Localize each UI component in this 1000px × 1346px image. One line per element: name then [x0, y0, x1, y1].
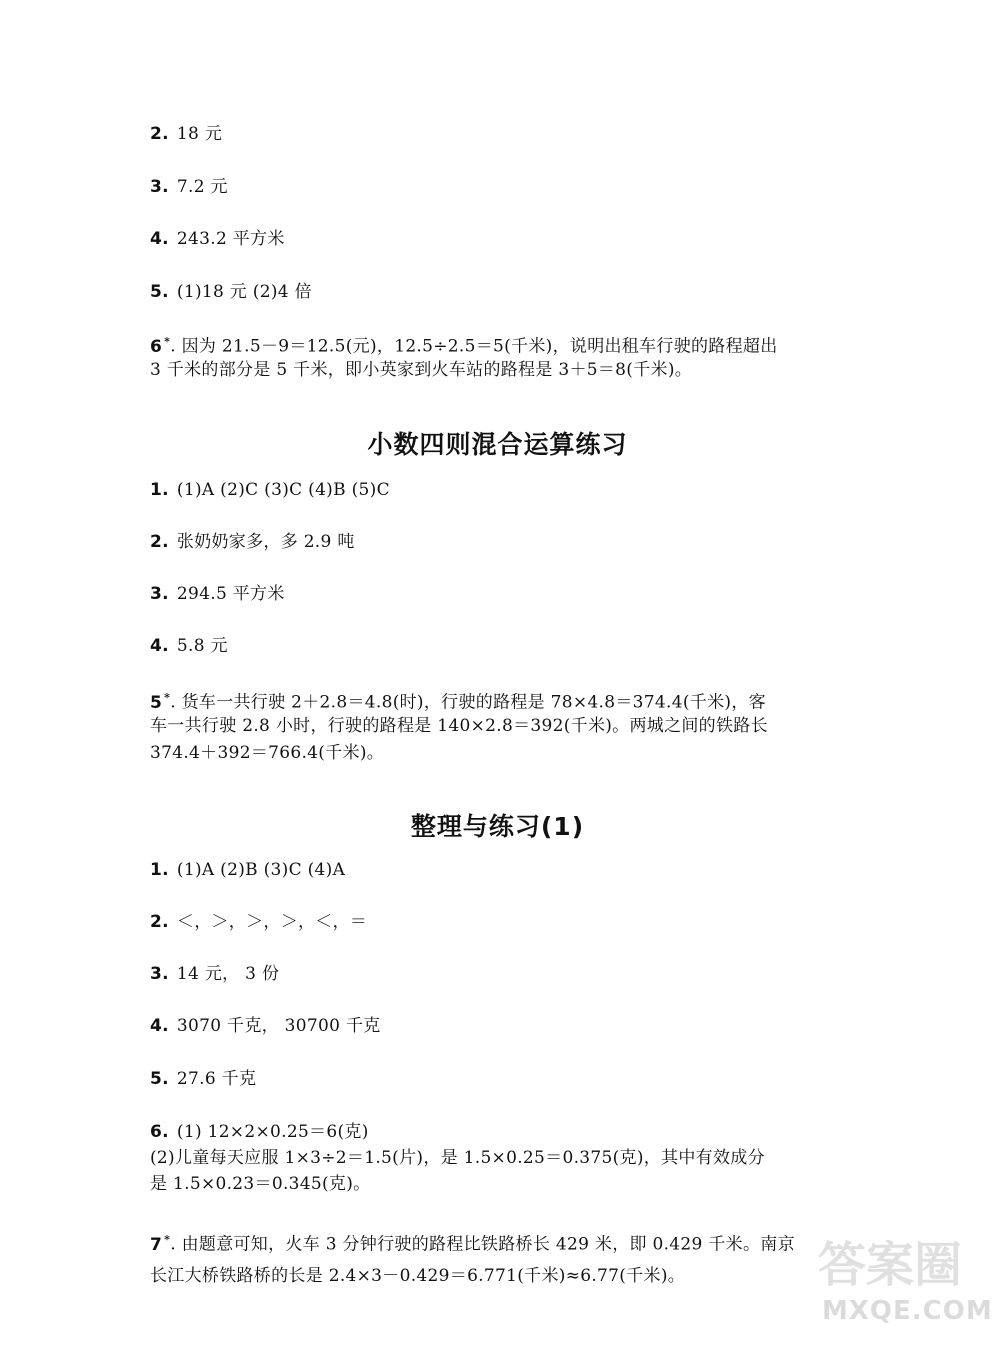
answer-line — [150, 1067, 256, 1091]
item-number: 5. — [150, 1069, 169, 1089]
item-number: 7 — [150, 1234, 163, 1255]
answer-text: (1)18 元 (2)4 倍 — [176, 282, 312, 302]
answer-text: 294.5 平方米 — [176, 584, 285, 604]
item-number: 3. — [150, 964, 169, 984]
answer-line — [150, 634, 228, 658]
answer-text: (2)儿童每天应服 1×3÷2＝1.5(片)，是 1.5×0.25＝0.375(克)，其中有效成分 — [150, 1148, 765, 1168]
watermark-logo — [818, 1216, 993, 1336]
answer-text: 374.4＋392＝766.4(千米)。 — [150, 743, 385, 763]
item-number: 1. — [150, 480, 169, 500]
answer-line — [150, 227, 285, 251]
item-number: 4. — [150, 636, 169, 656]
item-number: 5. — [150, 282, 169, 302]
item-number: 6 — [150, 336, 163, 357]
star-mark: * — [164, 335, 171, 348]
answer-text: 是 1.5×0.23＝0.345(克)。 — [150, 1174, 371, 1194]
answer-text: (1)A (2)B (3)C (4)A — [176, 860, 346, 880]
answer-line — [150, 1228, 795, 1257]
answer-line — [150, 741, 384, 765]
answer-text: . 因为 21.5－9＝12.5(元)，12.5÷2.5＝5(千米)，说明出租车行驶的路程超出 — [170, 336, 778, 357]
answer-line — [150, 686, 766, 715]
answer-text: 张奶奶家多，多 2.9 吨 — [176, 532, 355, 552]
answer-text: . 由题意可知，火车 3 分钟行驶的路程比铁路桥长 429 米，即 0.429 千米。南京 — [170, 1234, 795, 1255]
answer-text: (1) 12×2×0.25＝6(克) — [176, 1122, 369, 1142]
answer-line — [150, 910, 367, 934]
item-number: 4. — [150, 229, 169, 249]
answer-line — [150, 582, 285, 606]
star-mark: * — [164, 1233, 171, 1246]
answer-text: 14 元， 3 份 — [176, 964, 280, 984]
answer-text: 5.8 元 — [176, 636, 228, 656]
item-number: 4. — [150, 1016, 169, 1036]
item-number: 2. — [150, 912, 169, 932]
answer-line — [150, 330, 778, 359]
answer-text: 18 元 — [176, 124, 223, 144]
answer-line — [150, 962, 279, 986]
answer-line — [150, 530, 355, 554]
answer-line — [150, 1146, 765, 1170]
answer-text: . 货车一共行驶 2＋2.8＝4.8(时)，行驶的路程是 78×4.8＝374.4(千米)，客 — [170, 692, 766, 713]
item-number: 1. — [150, 860, 169, 880]
answer-line — [150, 1014, 381, 1038]
star-mark: * — [164, 691, 171, 704]
answer-line — [150, 1120, 369, 1144]
item-number: 5 — [150, 692, 163, 713]
answer-text: 3070 千克， 30700 千克 — [176, 1016, 381, 1036]
answer-text: 车一共行驶 2.8 小时，行驶的路程是 140×2.8＝392(千米)。两城之间的铁路长 — [150, 716, 768, 736]
answer-text: 243.2 平方米 — [176, 229, 285, 249]
item-number: 3. — [150, 584, 169, 604]
watermark-glyphs: 答案圈 — [818, 1237, 963, 1293]
answer-line — [150, 358, 692, 382]
section-title: 小数四则混合运算练习 — [367, 430, 628, 459]
answer-line — [150, 122, 222, 146]
answer-text: 27.6 千克 — [176, 1069, 257, 1089]
answer-page — [150, 0, 870, 1346]
item-number: 2. — [150, 124, 169, 144]
answer-line — [150, 858, 345, 882]
item-number: 2. — [150, 532, 169, 552]
answer-line — [150, 280, 312, 304]
answer-text: 长江大桥铁路桥的长是 2.4×3－0.429＝6.771(千米)≈6.77(千米)。 — [150, 1266, 686, 1286]
item-number: 3. — [150, 177, 169, 197]
answer-text: 7.2 元 — [176, 177, 228, 197]
answer-text: 3 千米的部分是 5 千米，即小英家到火车站的路程是 3＋5＝8(千米)。 — [150, 360, 693, 380]
answer-line — [150, 175, 228, 199]
answer-line — [150, 478, 390, 502]
answer-line — [150, 1172, 370, 1196]
answer-text: (1)A (2)C (3)C (4)B (5)C — [176, 480, 390, 500]
answer-line — [150, 1264, 685, 1288]
answer-line — [150, 714, 768, 738]
watermark-site: MXQE.COM — [822, 1296, 993, 1326]
item-number: 6. — [150, 1122, 169, 1142]
answer-text: ＜，＞，＞，＞，＜，＝ — [176, 912, 368, 932]
section-title: 整理与练习(1) — [410, 812, 585, 841]
